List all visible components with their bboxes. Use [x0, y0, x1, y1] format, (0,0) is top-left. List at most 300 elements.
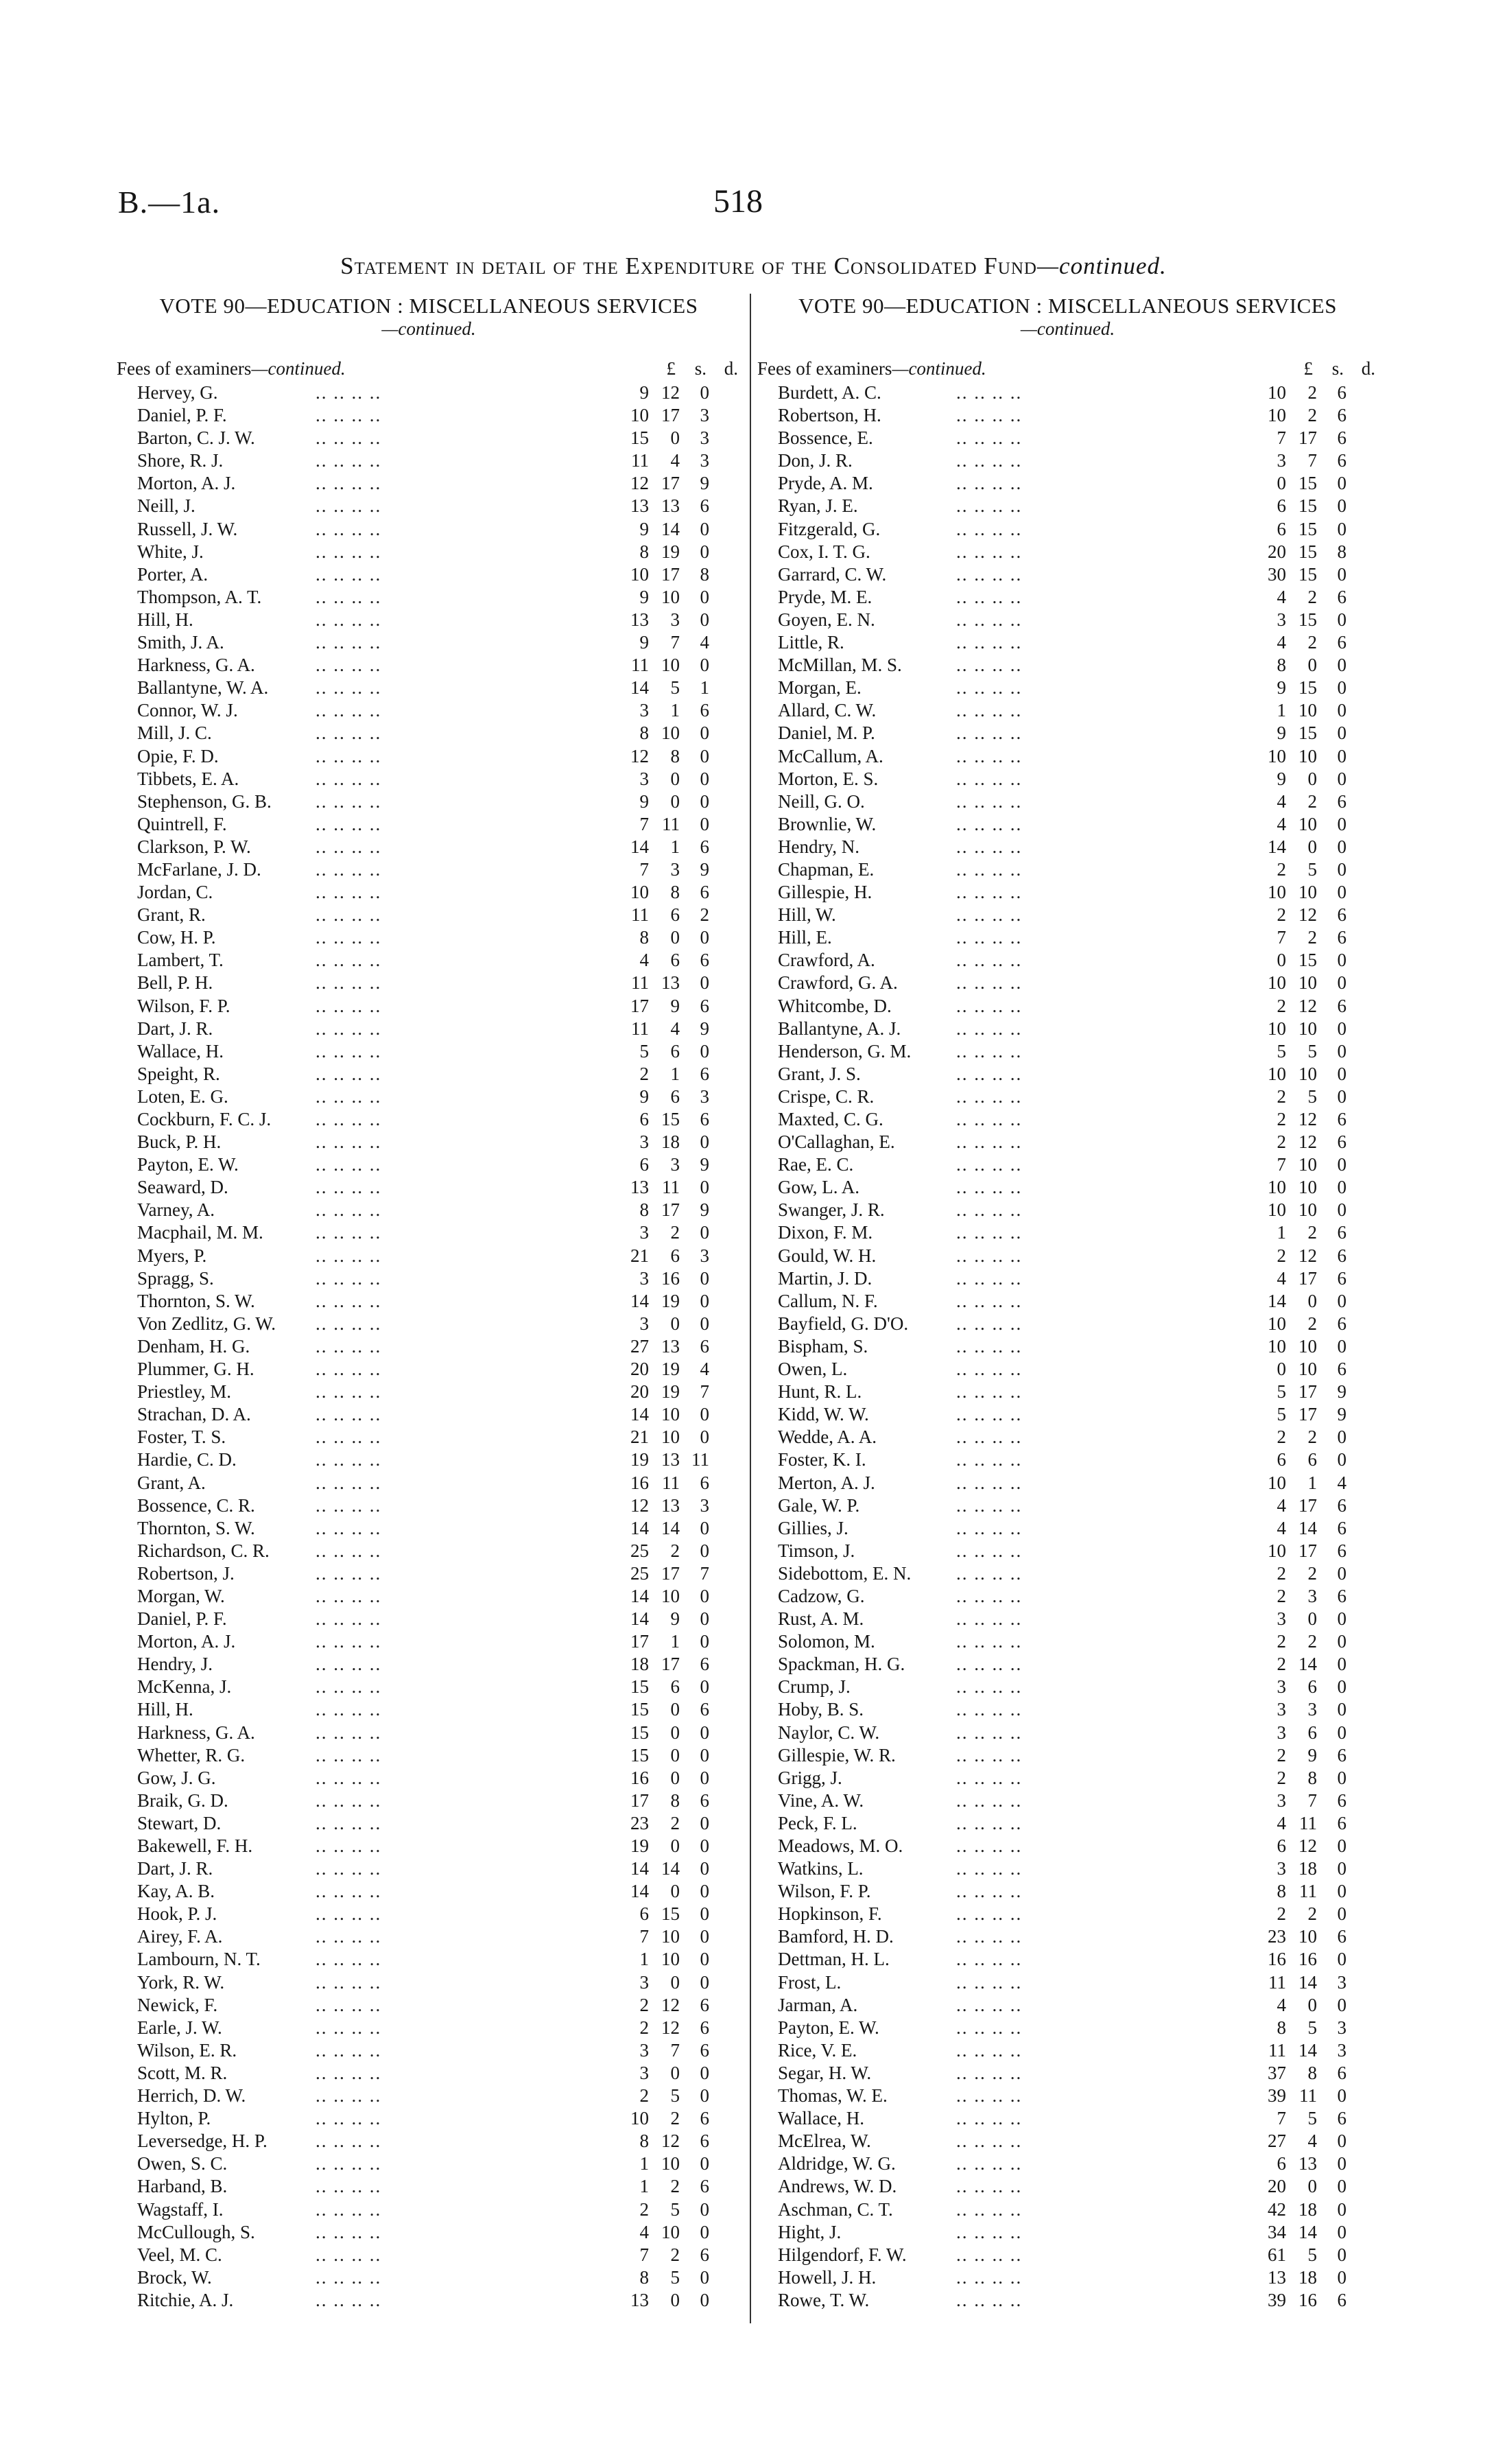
- pounds-value: 10: [1268, 972, 1286, 994]
- pence-value: 0: [1337, 495, 1346, 517]
- table-row: [757, 1199, 1378, 1221]
- leader-dots: .. .. .. ..: [956, 586, 1023, 607]
- pence-value: 0: [1337, 1154, 1346, 1175]
- leader-dots: .. .. .. ..: [956, 677, 1023, 699]
- payee-name: Morton, A. J.: [137, 1631, 236, 1652]
- payee-name: Swanger, J. R.: [778, 1199, 885, 1221]
- shillings-value: 2: [1307, 1631, 1317, 1652]
- table-row: [117, 995, 741, 1018]
- pounds-value: 3: [639, 768, 649, 789]
- pounds-value: 61: [1268, 2244, 1286, 2265]
- shillings-value: 1: [670, 1063, 680, 1084]
- pence-value: 0: [1337, 473, 1346, 494]
- shillings-value: 5: [1307, 2108, 1317, 2129]
- leader-dots: .. .. .. ..: [956, 2108, 1023, 2129]
- shillings-value: 16: [661, 1267, 680, 1289]
- shillings-value: 17: [1298, 1267, 1317, 1289]
- table-row: [117, 1676, 741, 1698]
- pence-value: 0: [1337, 1949, 1346, 1970]
- pounds-value: 11: [631, 1018, 649, 1039]
- shillings-value: 2: [1307, 382, 1317, 403]
- shillings-value: 6: [670, 1676, 680, 1698]
- table-row: [757, 1018, 1378, 1040]
- shillings-value: 4: [670, 1018, 680, 1039]
- shillings-value: 0: [670, 1767, 680, 1788]
- pence-value: 6: [1337, 2289, 1346, 2310]
- pence-value: 6: [1337, 1540, 1346, 1561]
- leader-dots: .. .. .. ..: [956, 1245, 1023, 1266]
- pounds-value: 8: [1277, 655, 1286, 676]
- table-row: [117, 586, 741, 609]
- payee-name: Wallace, H.: [778, 2108, 865, 2129]
- leader-dots: .. .. .. ..: [316, 1063, 382, 1084]
- pounds-value: 21: [630, 1245, 649, 1266]
- payee-name: Rice, V. E.: [778, 2039, 857, 2061]
- table-row: [117, 1857, 741, 1880]
- table-row: [757, 768, 1378, 790]
- shillings-value: 5: [1307, 1086, 1317, 1107]
- shillings-header: s.: [694, 358, 707, 379]
- table-row: [117, 1835, 741, 1857]
- pounds-value: 13: [630, 1177, 649, 1198]
- shillings-value: 17: [661, 405, 680, 426]
- pounds-value: 7: [639, 813, 649, 834]
- table-row: [757, 1063, 1378, 1086]
- payee-name: York, R. W.: [137, 1971, 225, 1993]
- table-row: [757, 1221, 1378, 1244]
- leader-dots: .. .. .. ..: [956, 2085, 1023, 2107]
- table-row: [117, 972, 741, 994]
- payee-name: Quintrell, F.: [137, 813, 227, 834]
- pounds-value: 18: [630, 1654, 649, 1675]
- leader-dots: .. .. .. ..: [956, 1109, 1023, 1129]
- leader-dots: .. .. .. ..: [316, 1177, 382, 1198]
- pounds-value: 2: [1277, 1744, 1286, 1765]
- leader-dots: .. .. .. ..: [956, 1881, 1023, 1902]
- table-row: [117, 2175, 741, 2198]
- shillings-value: 12: [1298, 1131, 1317, 1153]
- pounds-value: 9: [639, 586, 649, 607]
- payee-name: Shore, R. J.: [137, 450, 224, 471]
- shillings-value: 19: [661, 541, 680, 562]
- shillings-value: 19: [661, 1290, 680, 1311]
- pence-value: 0: [1337, 609, 1346, 630]
- payee-name: Priestley, M.: [137, 1381, 231, 1403]
- shillings-value: 17: [661, 1562, 680, 1584]
- shillings-value: 2: [670, 1540, 680, 1561]
- payee-name: Sidebottom, E. N.: [778, 1562, 912, 1584]
- leader-dots: .. .. .. ..: [316, 972, 382, 994]
- leader-dots: .. .. .. ..: [956, 1222, 1023, 1243]
- leader-dots: .. .. .. ..: [956, 541, 1023, 562]
- leader-dots: .. .. .. ..: [316, 632, 382, 653]
- payee-name: Crawford, G. A.: [778, 972, 898, 994]
- leader-dots: .. .. .. ..: [316, 1540, 382, 1561]
- pounds-value: 20: [1268, 2176, 1286, 2197]
- table-row: [117, 1176, 741, 1199]
- table-row: [117, 1994, 741, 2017]
- table-row: [117, 631, 741, 654]
- pence-value: 0: [1337, 1767, 1346, 1788]
- pence-value: 0: [700, 1040, 709, 1061]
- pounds-value: 9: [639, 790, 649, 812]
- payee-name: Bamford, H. D.: [778, 1926, 894, 1947]
- table-row: [757, 2198, 1378, 2221]
- table-row: [757, 1517, 1378, 1540]
- pence-value: 0: [700, 609, 709, 630]
- leader-dots: .. .. .. ..: [956, 1199, 1023, 1221]
- table-row: [757, 518, 1378, 541]
- pounds-value: 2: [1277, 1131, 1286, 1153]
- leader-dots: .. .. .. ..: [316, 2131, 382, 2152]
- leader-dots: .. .. .. ..: [316, 768, 382, 789]
- pounds-value: 7: [1277, 927, 1286, 948]
- payee-name: Frost, L.: [778, 1971, 842, 1993]
- pence-value: 6: [1337, 2108, 1346, 2129]
- leader-dots: .. .. .. ..: [316, 1449, 382, 1470]
- leader-dots: .. .. .. ..: [956, 2039, 1023, 2061]
- table-row: [757, 1948, 1378, 1971]
- leader-dots: .. .. .. ..: [316, 495, 382, 517]
- leader-dots: .. .. .. ..: [316, 1131, 382, 1153]
- payee-name: Rowe, T. W.: [778, 2289, 870, 2310]
- pounds-value: 1: [639, 2176, 649, 2197]
- pounds-value: 7: [1277, 2108, 1286, 2129]
- pence-value: 0: [1337, 518, 1346, 539]
- pounds-header: £: [666, 358, 676, 379]
- shillings-value: 6: [670, 1086, 680, 1107]
- pounds-value: 4: [1277, 813, 1286, 834]
- table-row: [117, 2266, 741, 2289]
- payee-name: Gillespie, H.: [778, 882, 873, 903]
- leader-dots: .. .. .. ..: [956, 1767, 1023, 1788]
- table-row: [757, 472, 1378, 495]
- pounds-value: 39: [1268, 2289, 1286, 2310]
- pounds-value: 12: [630, 473, 649, 494]
- leader-dots: .. .. .. ..: [956, 1335, 1023, 1357]
- pounds-value: 20: [1268, 541, 1286, 562]
- leader-dots: .. .. .. ..: [956, 2244, 1023, 2265]
- table-row: [757, 926, 1378, 949]
- table-row: [757, 495, 1378, 517]
- leader-dots: .. .. .. ..: [956, 1404, 1023, 1425]
- pence-value: 6: [700, 495, 709, 517]
- table-row: [117, 722, 741, 744]
- leader-dots: .. .. .. ..: [316, 1949, 382, 1970]
- payee-name: Barton, C. J. W.: [137, 427, 255, 449]
- payee-name: Hunt, R. L.: [778, 1381, 862, 1403]
- table-row: [757, 1790, 1378, 1812]
- pounds-value: 1: [1277, 700, 1286, 721]
- shillings-value: 2: [1307, 405, 1317, 426]
- pence-value: 0: [1337, 2085, 1346, 2107]
- table-row: [117, 1403, 741, 1426]
- pounds-value: 3: [639, 1267, 649, 1289]
- pounds-value: 13: [630, 2289, 649, 2310]
- leader-dots: .. .. .. ..: [316, 541, 382, 562]
- shillings-value: 0: [670, 1313, 680, 1334]
- leader-dots: .. .. .. ..: [956, 632, 1023, 653]
- pence-value: 6: [700, 1790, 709, 1811]
- table-row: [117, 449, 741, 472]
- pence-value: 0: [700, 1540, 709, 1561]
- pounds-value: 27: [1268, 2131, 1286, 2152]
- shillings-value: 15: [1298, 950, 1317, 971]
- shillings-value: 5: [1307, 858, 1317, 880]
- pence-value: 6: [700, 2017, 709, 2038]
- payee-name: Wilson, F. P.: [137, 995, 230, 1016]
- payee-name: Merton, A. J.: [778, 1472, 875, 1493]
- table-row: [117, 2289, 741, 2312]
- pence-value: 0: [1337, 1018, 1346, 1039]
- pounds-value: 8: [1277, 2017, 1286, 2038]
- table-row: [117, 677, 741, 699]
- payee-name: Bell, P. H.: [137, 972, 213, 994]
- pence-value: 0: [700, 1676, 709, 1698]
- pounds-value: 19: [630, 1835, 649, 1856]
- shillings-value: 11: [662, 1472, 680, 1493]
- table-row: [757, 722, 1378, 744]
- pounds-value: 8: [639, 927, 649, 948]
- payee-name: Daniel, P. F.: [137, 405, 227, 426]
- shillings-value: 5: [670, 2085, 680, 2107]
- pence-value: 0: [700, 586, 709, 607]
- leader-dots: .. .. .. ..: [316, 1267, 382, 1289]
- pence-value: 6: [1337, 927, 1346, 948]
- payee-name: Grigg, J.: [778, 1767, 842, 1788]
- pence-value: 0: [1337, 836, 1346, 857]
- table-row: [757, 881, 1378, 904]
- leader-dots: .. .. .. ..: [956, 836, 1023, 857]
- shillings-value: 12: [661, 382, 680, 403]
- shillings-value: 8: [1307, 2062, 1317, 2083]
- pence-header: d.: [724, 358, 738, 379]
- pounds-value: 16: [630, 1472, 649, 1493]
- table-row: [117, 1040, 741, 1063]
- pence-value: 6: [1337, 1222, 1346, 1243]
- leader-dots: .. .. .. ..: [316, 927, 382, 948]
- shillings-value: 0: [1307, 2176, 1317, 2197]
- pence-value: 6: [700, 950, 709, 971]
- pounds-value: 20: [630, 1359, 649, 1380]
- leader-dots: .. .. .. ..: [316, 1994, 382, 2015]
- payee-name: Crawford, A.: [778, 950, 875, 971]
- table-row: [117, 1948, 741, 1971]
- column-divider: [750, 294, 751, 2323]
- shillings-value: 11: [1299, 1881, 1317, 1902]
- table-row: [117, 2152, 741, 2175]
- table-row: [117, 1018, 741, 1040]
- payee-name: Neill, J.: [137, 495, 195, 517]
- shillings-value: 14: [661, 518, 680, 539]
- pounds-value: 10: [1268, 1313, 1286, 1334]
- pounds-value: 2: [1277, 1585, 1286, 1606]
- payee-name: Wallace, H.: [137, 1040, 224, 1061]
- leader-dots: .. .. .. ..: [956, 858, 1023, 880]
- leader-dots: .. .. .. ..: [316, 858, 382, 880]
- pounds-value: 12: [630, 1494, 649, 1516]
- pounds-value: 10: [1268, 1472, 1286, 1493]
- payee-name: Dettman, H. L.: [778, 1949, 890, 1970]
- pence-value: 0: [700, 1881, 709, 1902]
- table-row: [757, 609, 1378, 631]
- payee-name: Bossence, C. R.: [137, 1494, 255, 1516]
- pounds-value: 11: [631, 655, 649, 676]
- payee-name: Foster, K. I.: [778, 1449, 866, 1470]
- payee-name: Loten, E. G.: [137, 1086, 228, 1107]
- leader-dots: .. .. .. ..: [316, 2017, 382, 2038]
- pence-value: 0: [1337, 882, 1346, 903]
- pounds-value: 3: [639, 700, 649, 721]
- pence-value: 0: [1337, 2244, 1346, 2265]
- shillings-value: 14: [661, 1517, 680, 1538]
- payee-name: Kidd, W. W.: [778, 1404, 869, 1425]
- vote-continued: —continued.: [381, 318, 476, 339]
- leader-dots: .. .. .. ..: [956, 1812, 1023, 1833]
- table-row: [117, 1313, 741, 1335]
- section-label: Fees of examiners—continued.: [117, 358, 346, 379]
- leader-dots: .. .. .. ..: [956, 609, 1023, 630]
- shillings-value: 19: [661, 1359, 680, 1380]
- payee-name: Maxted, C. G.: [778, 1109, 883, 1129]
- payee-name: Lambert, T.: [137, 950, 224, 971]
- pence-value: 3: [700, 405, 709, 426]
- leader-dots: .. .. .. ..: [956, 1063, 1023, 1084]
- pounds-value: 3: [1277, 609, 1286, 630]
- leader-dots: .. .. .. ..: [956, 473, 1023, 494]
- pounds-value: 12: [630, 745, 649, 766]
- shillings-value: 0: [670, 790, 680, 812]
- leader-dots: .. .. .. ..: [316, 1381, 382, 1403]
- payee-name: Whitcombe, D.: [778, 995, 892, 1016]
- pounds-value: 4: [639, 2221, 649, 2242]
- leader-dots: .. .. .. ..: [316, 677, 382, 699]
- leader-dots: .. .. .. ..: [316, 2039, 382, 2061]
- pence-value: 0: [1337, 677, 1346, 699]
- pounds-value: 10: [630, 2108, 649, 2129]
- payee-name: Callum, N. F.: [778, 1290, 878, 1311]
- leader-dots: .. .. .. ..: [316, 586, 382, 607]
- pounds-value: 0: [1277, 1359, 1286, 1380]
- pence-value: 0: [1337, 1177, 1346, 1198]
- payee-name: Cadzow, G.: [778, 1585, 865, 1606]
- pence-value: 6: [700, 1472, 709, 1493]
- pence-value: 3: [700, 1086, 709, 1107]
- vote-heading: VOTE 90—EDUCATION : MISCELLANEOUS SERVICES: [798, 294, 1337, 318]
- pounds-value: 5: [1277, 1381, 1286, 1403]
- table-row: [117, 1153, 741, 1176]
- pence-value: 6: [1337, 1109, 1346, 1129]
- payee-name: Brownlie, W.: [778, 813, 877, 834]
- table-row: [757, 1903, 1378, 1925]
- payee-name: Pryde, A. M.: [778, 473, 873, 494]
- table-row: [117, 518, 741, 541]
- table-row: [757, 972, 1378, 994]
- table-row: [117, 2039, 741, 2062]
- table-row: [757, 1698, 1378, 1721]
- shillings-value: 0: [1307, 768, 1317, 789]
- shillings-value: 2: [1307, 1903, 1317, 1925]
- pounds-value: 7: [639, 1926, 649, 1947]
- shillings-value: 18: [1298, 2198, 1317, 2220]
- table-row: [117, 1540, 741, 1562]
- leader-dots: .. .. .. ..: [316, 745, 382, 766]
- table-row: [117, 2130, 741, 2152]
- payee-name: Hill, H.: [137, 609, 193, 630]
- pence-value: 6: [700, 836, 709, 857]
- payee-name: Veel, M. C.: [137, 2244, 222, 2265]
- leader-dots: .. .. .. ..: [956, 927, 1023, 948]
- table-row: [117, 858, 741, 881]
- table-row: [757, 1381, 1378, 1403]
- pounds-value: 15: [630, 427, 649, 449]
- shillings-value: 18: [661, 1131, 680, 1153]
- pence-value: 6: [1337, 450, 1346, 471]
- pounds-value: 34: [1268, 2221, 1286, 2242]
- pence-value: 6: [1337, 427, 1346, 449]
- shillings-header: s.: [1331, 358, 1344, 379]
- leader-dots: .. .. .. ..: [316, 2176, 382, 2197]
- leader-dots: .. .. .. ..: [316, 1654, 382, 1675]
- table-row: [757, 1744, 1378, 1767]
- payee-name: McCullough, S.: [137, 2221, 255, 2242]
- shillings-value: 17: [1298, 1381, 1317, 1403]
- payee-name: McFarlane, J. D.: [137, 858, 261, 880]
- table-row: [117, 1245, 741, 1267]
- payee-name: Harkness, G. A.: [137, 655, 255, 676]
- shillings-value: 2: [670, 2176, 680, 2197]
- pounds-value: 6: [639, 1903, 649, 1925]
- pence-value: 3: [700, 427, 709, 449]
- table-row: [117, 1358, 741, 1381]
- pounds-value: 9: [639, 632, 649, 653]
- payee-name: O'Callaghan, E.: [778, 1131, 895, 1153]
- pence-value: 6: [700, 2039, 709, 2061]
- shillings-value: 13: [661, 972, 680, 994]
- pence-value: 6: [1337, 1267, 1346, 1289]
- leader-dots: .. .. .. ..: [316, 1608, 382, 1630]
- leader-dots: .. .. .. ..: [316, 2198, 382, 2220]
- pence-value: 0: [700, 1835, 709, 1856]
- pence-value: 0: [700, 723, 709, 744]
- leader-dots: .. .. .. ..: [956, 1562, 1023, 1584]
- table-row: [117, 1880, 741, 1903]
- payee-name: Watkins, L.: [778, 1858, 864, 1879]
- table-row: [757, 677, 1378, 699]
- table-row: [757, 1358, 1378, 1381]
- shillings-value: 0: [670, 1722, 680, 1743]
- pence-value: 0: [700, 1767, 709, 1788]
- table-row: [757, 1812, 1378, 1835]
- payee-name: Bakewell, F. H.: [137, 1835, 253, 1856]
- leader-dots: .. .. .. ..: [956, 382, 1023, 403]
- table-row: [117, 2107, 741, 2130]
- pence-value: 0: [700, 1926, 709, 1947]
- leader-dots: .. .. .. ..: [316, 1812, 382, 1833]
- leader-dots: .. .. .. ..: [316, 1676, 382, 1698]
- leader-dots: .. .. .. ..: [316, 2085, 382, 2107]
- pence-value: 0: [700, 745, 709, 766]
- shillings-value: 17: [1298, 1540, 1317, 1561]
- pounds-value: 3: [639, 2039, 649, 2061]
- pounds-value: 4: [1277, 1994, 1286, 2015]
- pence-value: 9: [700, 858, 709, 880]
- shillings-value: 1: [1307, 1472, 1317, 1493]
- leader-dots: .. .. .. ..: [956, 495, 1023, 517]
- leader-dots: .. .. .. ..: [956, 1744, 1023, 1765]
- payee-name: Gillies, J.: [778, 1517, 849, 1538]
- shillings-value: 15: [1298, 723, 1317, 744]
